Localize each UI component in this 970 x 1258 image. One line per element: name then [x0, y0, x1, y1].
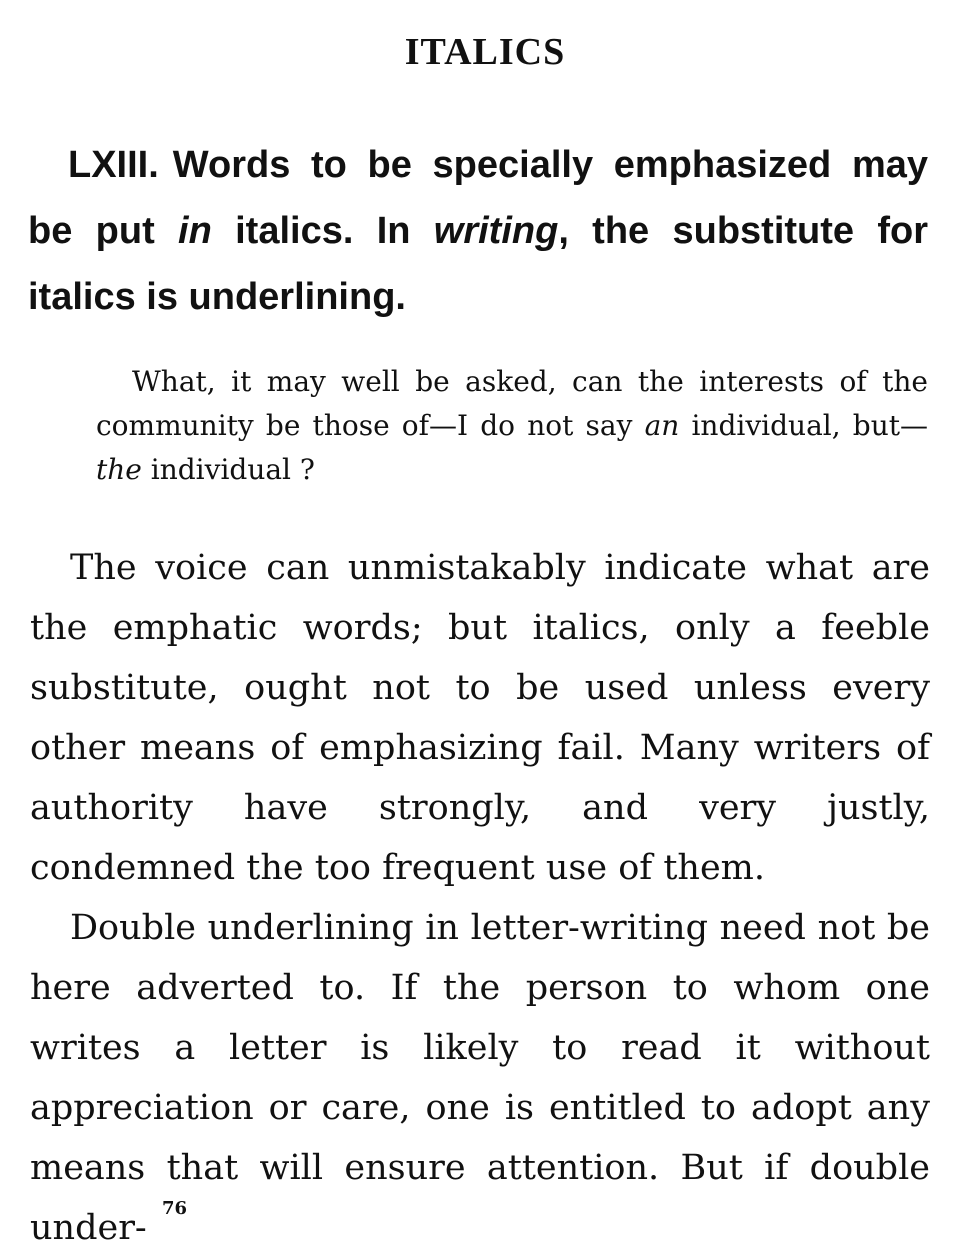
page-number: 76 [162, 1198, 188, 1219]
rule-text-before: Words to be specially emphasized may be put [28, 144, 928, 252]
rule-italic-in: in [178, 210, 212, 252]
rule-number: LXIII. [68, 144, 159, 186]
body-paragraph-1 [30, 538, 930, 898]
quote-italic-an: an [644, 409, 680, 442]
running-head: ITALICS [404, 31, 566, 73]
quote-text-middle: individual, but— [679, 409, 929, 442]
rule-statement [28, 132, 928, 330]
rule-italic-writing: writing [433, 210, 559, 252]
example-quotation [96, 360, 928, 492]
rule-text-middle: italics. In [211, 210, 434, 252]
quote-text-after: individual ? [141, 453, 315, 486]
paragraph-2-text: Double underlining in letter-writing need not be here adverted to. If the person to whom one writes a letter is likely to read it without appreciation or care, one is entitled to adopt any means that will ensure attention. But if double under- [30, 908, 930, 1248]
rule-text-after: , the substitute for italics is underlining. [28, 210, 928, 318]
quote-italic-the: the [96, 453, 142, 486]
quote-text-before: What, it may well be asked, can the interests of the community be those of—I do not say [96, 365, 928, 442]
paragraph-1-text: The voice can unmistakably indicate what are the emphatic words; but italics, only a feeble substitute, ought not to be used unless every other means of emphasizing fail. Many writers of authority have strongly, and very justly, condemned the too frequent use of them. [30, 548, 930, 888]
